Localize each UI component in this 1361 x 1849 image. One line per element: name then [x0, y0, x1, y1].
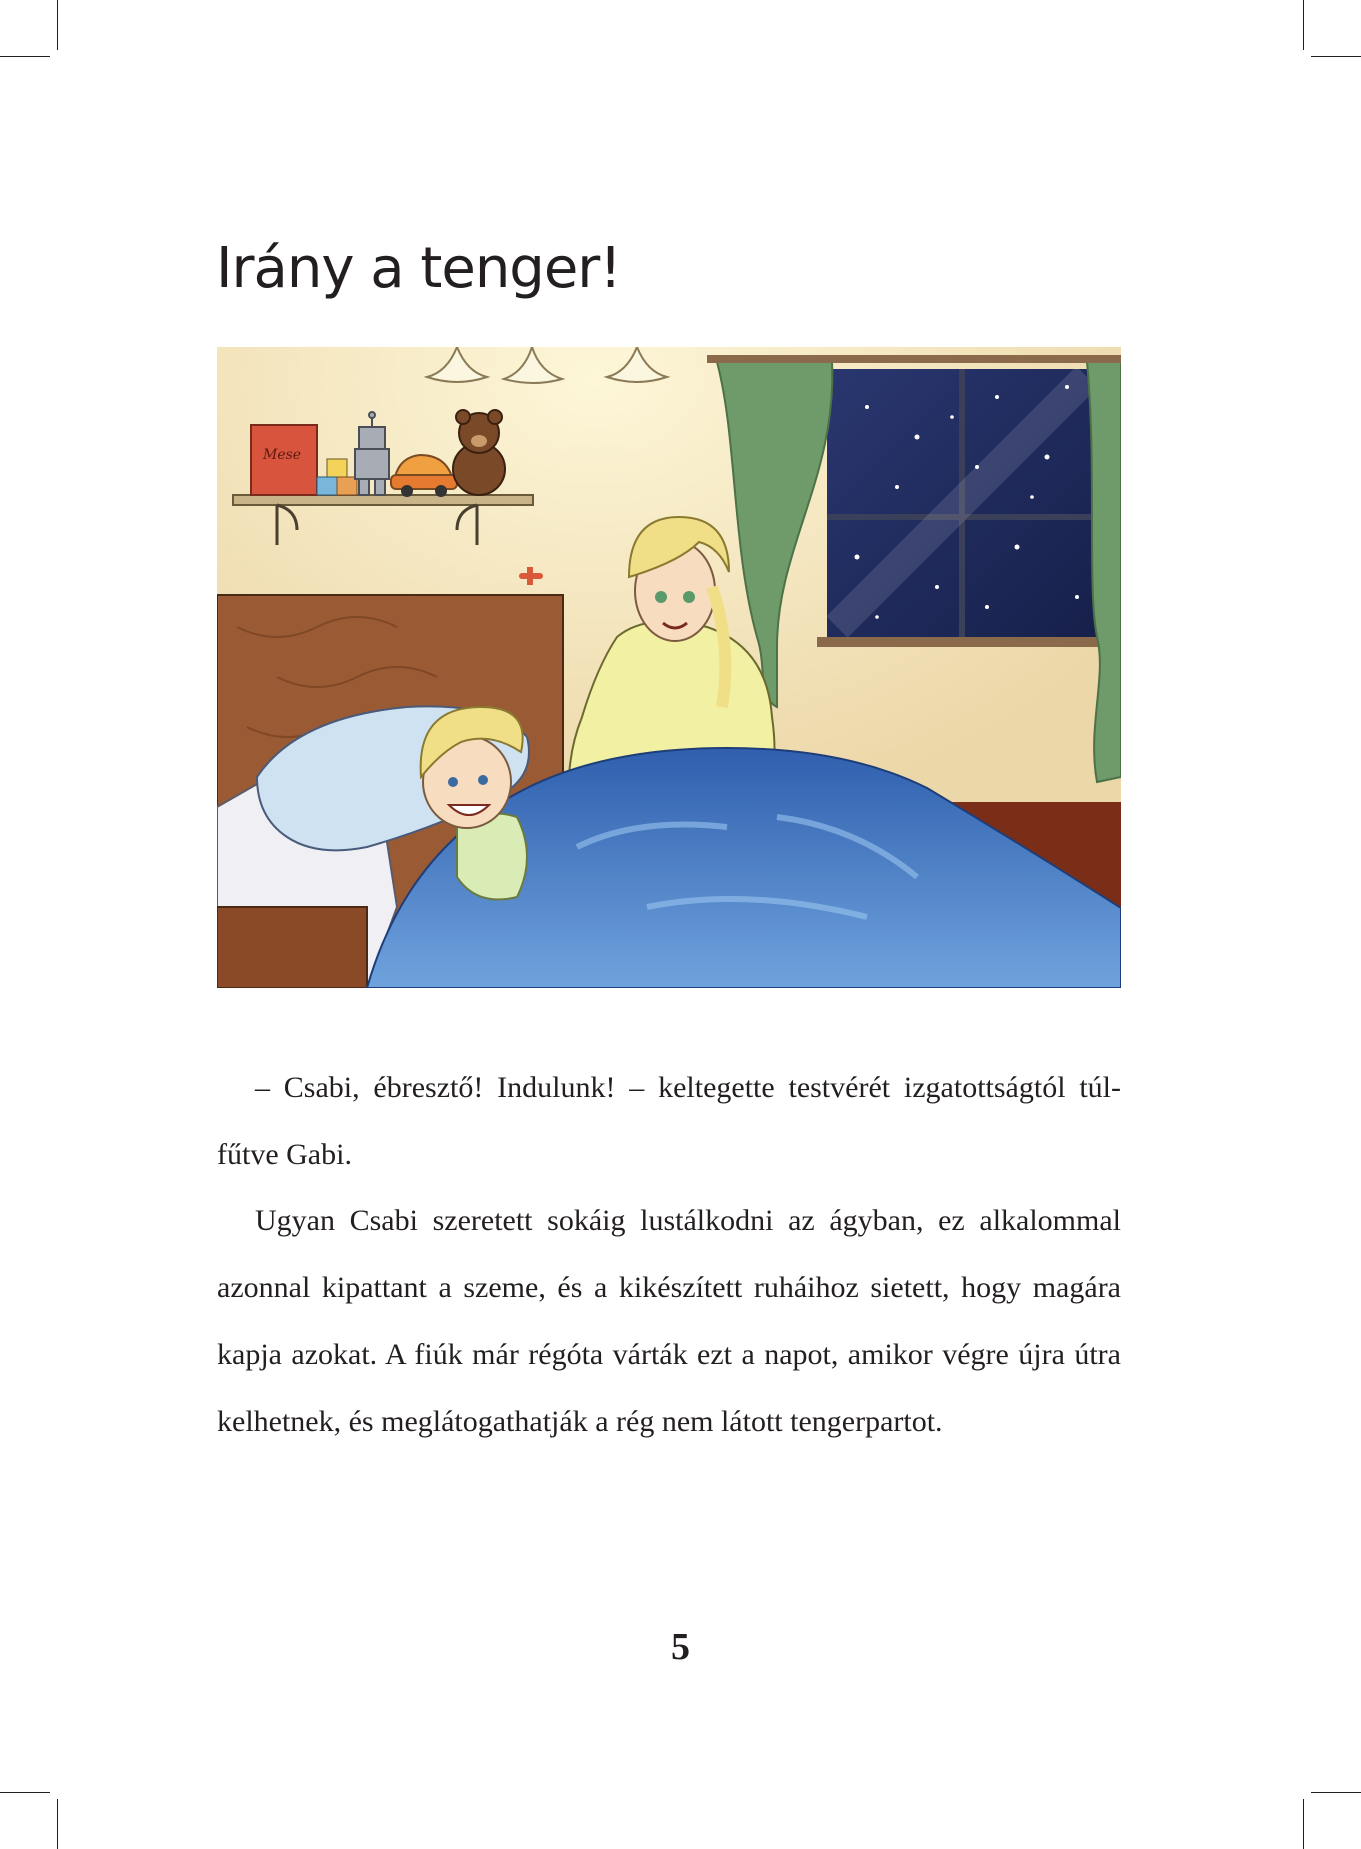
night-window — [817, 369, 1107, 647]
crop-mark-top-left-vertical — [57, 0, 58, 50]
crop-mark-bottom-left-vertical — [57, 1799, 58, 1849]
crop-mark-bottom-left-horizontal — [0, 1792, 50, 1793]
curtain-rod — [707, 355, 1121, 363]
page-title: Irány a tenger! — [216, 236, 621, 301]
toy-block-a — [327, 459, 347, 479]
page-number: 5 — [671, 1626, 690, 1668]
crop-mark-top-right-horizontal — [1311, 56, 1361, 57]
story-paragraph-1: – Csabi, ébresztő! Indulunk! – keltegette testvérét izgatottságtól túl-fűtve Gabi. — [217, 1071, 1121, 1171]
crop-mark-bottom-right-horizontal — [1311, 1792, 1361, 1793]
bed-frame-front — [217, 907, 367, 988]
crop-mark-top-right-vertical — [1303, 0, 1304, 50]
bedroom-illustration — [217, 347, 1121, 988]
story-paragraph-2: Ugyan Csabi szeretett sokáig lustálkodni az ágyban, ez alkalommal azonnal kipattant a szeme, és a kikészített ruháihoz sietett, hogy magára kapja azokat. A fiúk már régóta várták ezt a napot, amikor végre újra útra kelhetnek, és meglátogathatják a rég nem látott tengerpartot. — [217, 1204, 1121, 1438]
toy-block-b — [317, 477, 337, 495]
svg-text:Mese: Mese — [263, 447, 302, 463]
crop-mark-bottom-right-vertical — [1303, 1799, 1304, 1849]
crop-mark-top-left-horizontal — [0, 56, 50, 57]
teddy-bear — [453, 410, 505, 495]
